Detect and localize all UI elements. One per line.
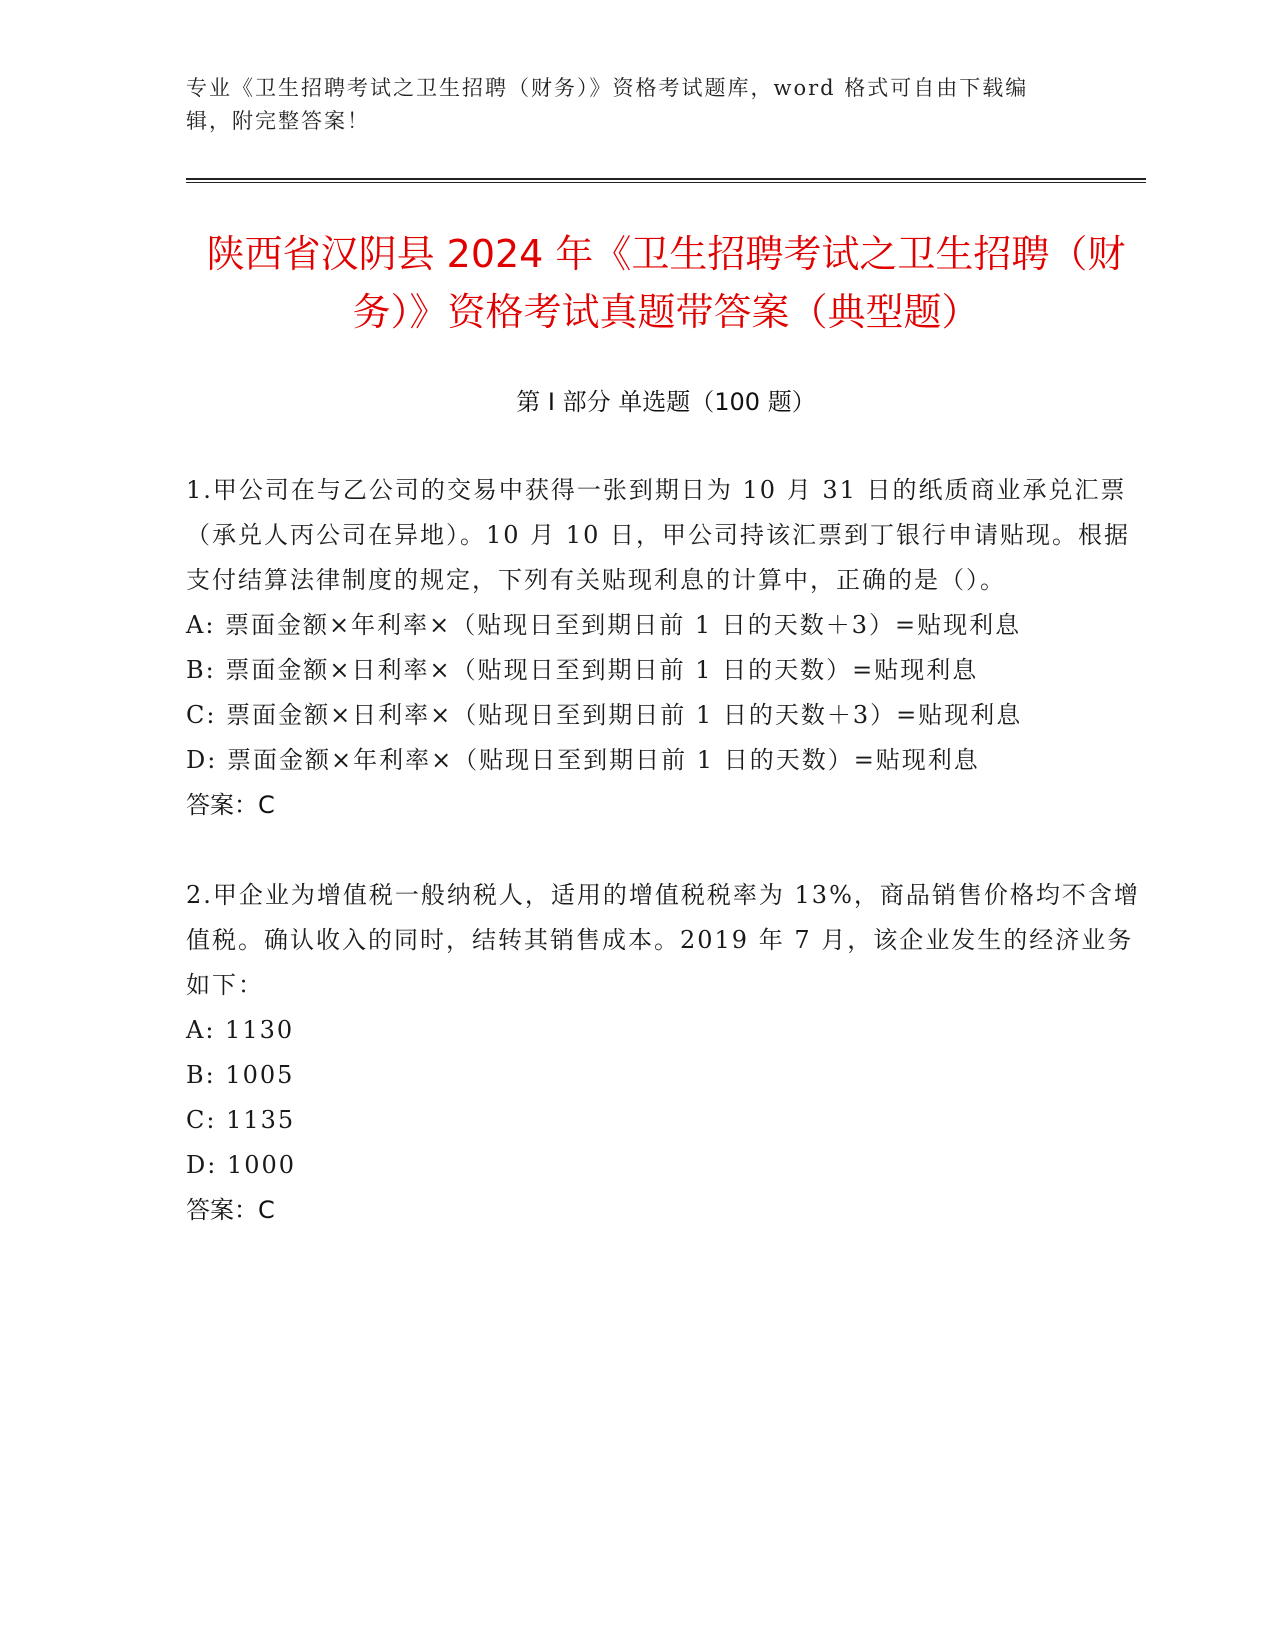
option-c: C: 票面金额×日利率×（贴现日至到期日前 1 日的天数＋3）=贴现利息 bbox=[186, 701, 1023, 729]
document-title: 陕西省汉阴县 2024 年《卫生招聘考试之卫生招聘（财务）》资格考试真题带答案（典型题） bbox=[206, 232, 1126, 334]
header-divider bbox=[186, 178, 1146, 183]
question-stem: 1.甲公司在与乙公司的交易中获得一张到期日为 10 月 31 日的纸质商业承兑汇票（承兑人丙公司在异地）。10 月 10 日，甲公司持该汇票到丁银行申请贴现。根据支付结算法律制度的规定，下列有关贴现利息的计算中，正确的是（）。 bbox=[186, 476, 1130, 594]
question-stem: 2.甲企业为增值税一般纳税人，适用的增值税税率为 13%，商品销售价格均不含增值税。确认收入的同时，结转其销售成本。2019 年 7 月，该企业发生的经济业务如下： bbox=[186, 881, 1140, 999]
option-c: C: 1135 bbox=[186, 1106, 296, 1134]
answer: 答案：C bbox=[186, 791, 275, 819]
option-a: A: 1130 bbox=[186, 1016, 295, 1044]
question-1 bbox=[186, 468, 1146, 828]
option-b: B: 1005 bbox=[186, 1061, 295, 1089]
question-2 bbox=[186, 873, 1146, 1233]
header-note: 专业《卫生招聘考试之卫生招聘（财务）》资格考试题库，word 格式可自由下载编辑，附完整答案！ bbox=[186, 76, 1029, 133]
option-d: D: 1000 bbox=[186, 1151, 297, 1179]
document-page bbox=[186, 72, 1146, 1233]
section-title: 第 I 部分 单选题（100 题） bbox=[516, 388, 816, 416]
answer: 答案：C bbox=[186, 1196, 275, 1224]
option-b: B: 票面金额×日利率×（贴现日至到期日前 1 日的天数）=贴现利息 bbox=[186, 656, 979, 684]
option-d: D: 票面金额×年利率×（贴现日至到期日前 1 日的天数）=贴现利息 bbox=[186, 746, 980, 774]
option-a: A: 票面金额×年利率×（贴现日至到期日前 1 日的天数＋3）=贴现利息 bbox=[186, 611, 1022, 639]
